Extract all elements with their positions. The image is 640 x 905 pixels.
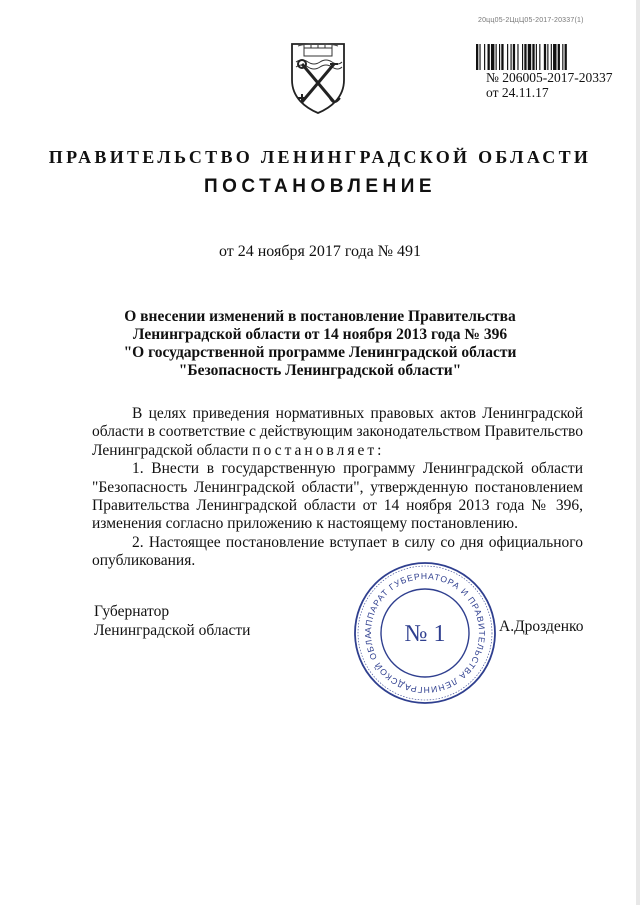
government-title: ПРАВИТЕЛЬСТВО ЛЕНИНГРАДСКОЙ ОБЛАСТИ xyxy=(48,147,592,167)
registration-number: № 206005-2017-20337 xyxy=(486,70,613,85)
barcode-bar xyxy=(532,44,534,70)
body-line: В целях приведения нормативных правовых актов Ленинградской xyxy=(132,405,583,422)
barcode-bar xyxy=(544,44,546,70)
barcode-bar xyxy=(484,44,485,70)
barcode-bar xyxy=(496,44,497,70)
barcode-bar xyxy=(511,44,512,70)
signer-title-line: Ленинградской области xyxy=(94,622,251,639)
barcode-bar xyxy=(501,44,503,70)
barcode-bar xyxy=(491,44,494,70)
barcode-bar xyxy=(524,44,526,70)
subject-line: "О государственной программе Ленинградской области xyxy=(123,344,517,361)
document-type: ПОСТАНОВЛЕНИЕ xyxy=(203,176,437,197)
stamp-center-number: № 1 xyxy=(404,621,446,647)
signer-title xyxy=(94,602,250,640)
body-line-text: Ленинградской области xyxy=(92,441,253,459)
barcode-bar xyxy=(499,44,500,70)
official-stamp xyxy=(352,560,498,706)
subject-line: "Безопасность Ленинградской области" xyxy=(178,362,462,379)
barcode-bar xyxy=(551,44,552,70)
signer-name: А.Дрозденко xyxy=(499,618,584,635)
subject-line: Ленинградской области от 14 ноября 2013 года № 396 xyxy=(132,326,508,343)
body-line: опубликования. xyxy=(92,552,196,570)
barcode-bar xyxy=(565,44,567,70)
barcode-bar xyxy=(517,44,518,70)
body-line: 1. Внести в государственную программу Ленинградской области xyxy=(132,460,583,478)
barcode-bar xyxy=(479,44,480,70)
barcode-bar xyxy=(528,44,531,70)
registration-date: от 24.11.17 xyxy=(486,85,549,100)
body-line: "Безопасность Ленинградской области", утвержденную постановлением xyxy=(92,478,583,496)
barcode-bar xyxy=(522,44,523,70)
barcode-icon xyxy=(474,44,614,70)
scan-edge-strip xyxy=(636,0,640,905)
barcode-bar xyxy=(558,44,560,70)
barcode-bar xyxy=(553,44,556,70)
barcode-bar xyxy=(536,44,537,70)
barcode-bar xyxy=(562,44,563,70)
document-body xyxy=(92,405,583,571)
document-subject xyxy=(100,308,540,380)
body-line: Правительства Ленинградской области от 14 ноября 2013 года № 396, xyxy=(92,497,583,515)
resolves-word: постановляет: xyxy=(252,441,385,459)
barcode-bar xyxy=(488,44,490,70)
body-line: изменения согласно приложению к настоящему постановлению. xyxy=(92,515,518,533)
barcode-bar xyxy=(476,44,478,70)
barcode-bar xyxy=(507,44,508,70)
header-registration-code: 20цц05-2ЦцЦ05-2017-20337(1) xyxy=(478,17,584,24)
document-date-number: от 24 ноября 2017 года № 491 xyxy=(218,243,422,260)
coat-of-arms-icon xyxy=(286,40,350,116)
barcode-bar xyxy=(539,44,540,70)
barcode-bar xyxy=(547,44,548,70)
subject-line: О внесении изменений в постановление Правительства xyxy=(124,308,516,325)
barcode-bar xyxy=(513,44,515,70)
body-line: 2. Настоящее постановление вступает в силу со дня официального xyxy=(132,533,583,551)
body-line xyxy=(92,442,583,460)
body-line: области в соответствие с действующим законодательством Правительство xyxy=(92,423,583,441)
signer-title-line: Губернатор xyxy=(94,603,170,620)
stamp-ring-textpath: АППАРАТ ГУБЕРНАТОРА И ПРАВИТЕЛЬСТВА ЛЕНИНГРАДСКОЙ ОБЛА xyxy=(362,570,488,696)
